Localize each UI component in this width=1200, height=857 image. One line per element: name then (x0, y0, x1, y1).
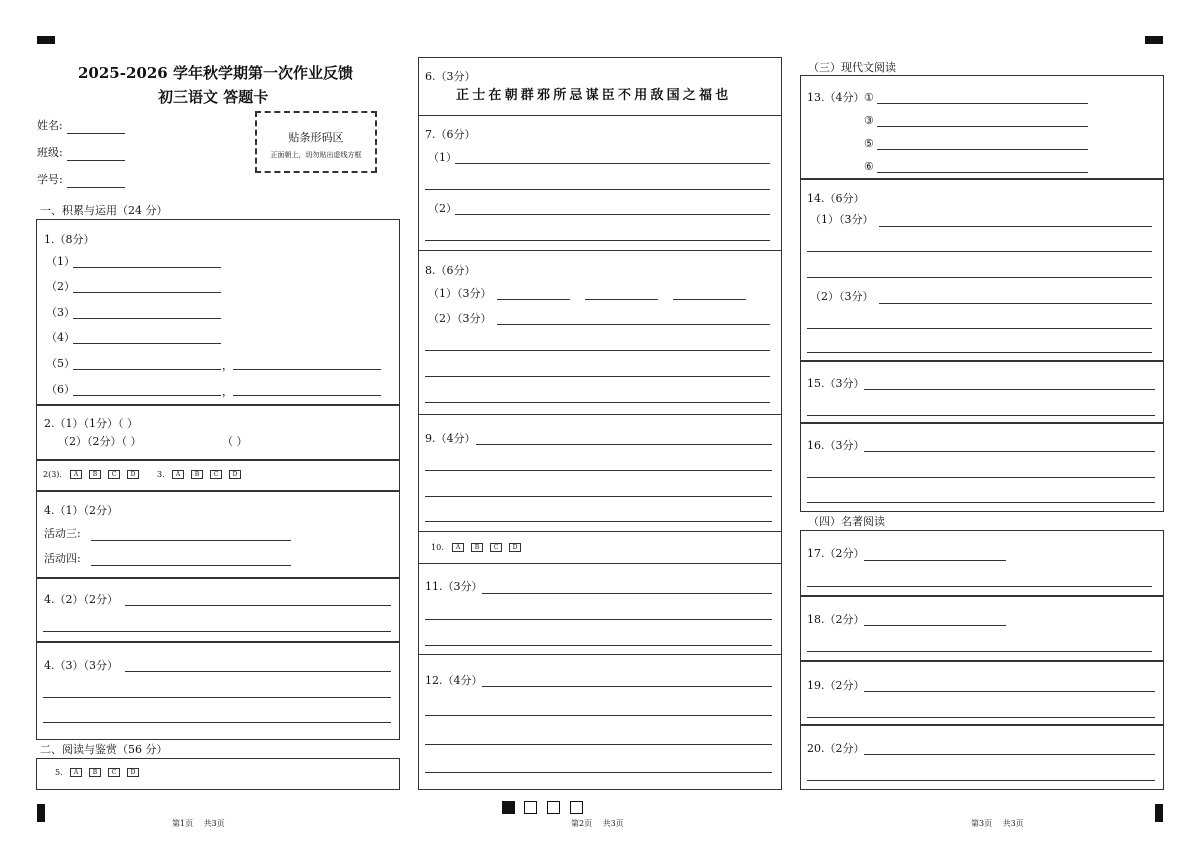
q1-item-4-answer[interactable] (73, 343, 221, 344)
q4-2-answer-line-1[interactable] (125, 605, 391, 606)
q10-divider (418, 563, 782, 564)
q4-activity-3-label: 活动三: (44, 527, 81, 540)
q1-item-6-answer-b[interactable] (233, 395, 381, 396)
q3-choice-a[interactable]: A (172, 470, 184, 479)
sheet-title: 2025-2026 学年秋学期第一次作业反馈 (78, 64, 353, 82)
q4-3-answer-line-2[interactable] (43, 697, 391, 698)
q13-heading: 13.（4分） (807, 91, 865, 104)
barcode-title: 贴条形码区 (288, 131, 344, 144)
q1-box (36, 219, 400, 405)
q4-activity-4-label: 活动四: (44, 552, 81, 565)
q4-activity-3-answer[interactable] (91, 540, 291, 541)
q9-line-1[interactable] (476, 444, 772, 445)
q12-heading: 12.（4分） (425, 674, 483, 687)
q1-item-1-answer[interactable] (73, 267, 221, 268)
q5-choice-b[interactable]: B (89, 768, 101, 777)
q10-label: 10. (431, 543, 444, 552)
q6-divider (418, 115, 782, 116)
q2-part1: 2.（1）（1分）（ ） (44, 417, 138, 430)
q13-item-5-answer[interactable] (877, 149, 1088, 150)
section-2-heading: 二、阅读与鉴赏（56 分） (40, 743, 168, 756)
q20-line-1[interactable] (864, 754, 1155, 755)
q8-1-label: （1）（3分） (428, 287, 492, 300)
q13-item-1-label: ① (864, 91, 874, 104)
q9-heading: 9.（4分） (425, 432, 476, 445)
q7-item-1-line-2[interactable] (425, 189, 770, 190)
q11-divider (418, 654, 782, 655)
q13-item-1-answer[interactable] (877, 103, 1088, 104)
q6-text: 正士在朝群邪所忌谋臣不用敌国之福也 (456, 88, 732, 103)
q12-line-3[interactable] (425, 744, 772, 745)
q5-choice-d[interactable]: D (127, 768, 139, 777)
section-1-heading: 一、积累与运用（24 分） (40, 204, 168, 217)
q2-part2: （2）（2分）（ ） (58, 435, 142, 448)
q1-item-2-answer[interactable] (73, 292, 221, 293)
student-id-label: 学号: (37, 173, 63, 186)
q1-item-4-label: （4） (46, 331, 75, 344)
registration-mark-top-left (37, 36, 55, 44)
class-label: 班级: (37, 146, 63, 159)
q14-2-line-3[interactable] (807, 352, 1152, 353)
q9-divider (418, 531, 782, 532)
q18-line-2[interactable] (807, 651, 1152, 652)
q1-item-5-answer-b[interactable] (233, 369, 381, 370)
q17-line-2[interactable] (807, 586, 1152, 587)
q5-choice-c[interactable]: C (108, 768, 120, 777)
q10-choice-d[interactable]: D (509, 543, 521, 552)
q4-1-heading: 4.（1）（2分） (44, 504, 118, 517)
q8-2-label: （2）（3分） (428, 312, 492, 325)
q4-2-heading: 4.（2）（2分） (44, 593, 118, 606)
q5-label: 5. (55, 768, 63, 777)
q13-item-3-answer[interactable] (877, 126, 1088, 127)
q13-item-6-label: ⑥ (864, 160, 874, 173)
q8-1-blank-1[interactable] (497, 299, 570, 300)
q19-line-1[interactable] (864, 691, 1155, 692)
q8-heading: 8.（6分） (425, 264, 476, 277)
q1-item-5-comma: ， (222, 359, 233, 372)
q1-heading: 1.（8分） (44, 233, 95, 246)
q7-item-2-label: （2） (428, 202, 457, 215)
barcode-area (255, 111, 377, 173)
q14-1-label: （1）（3分） (810, 213, 874, 226)
q14-1-line-2[interactable] (807, 251, 1152, 252)
q11-heading: 11.（3分） (425, 580, 483, 593)
q13-item-6-answer[interactable] (877, 172, 1088, 173)
q7-heading: 7.（6分） (425, 128, 476, 141)
q15-line-2[interactable] (807, 415, 1155, 416)
q18-heading: 18.（2分） (807, 613, 865, 626)
q8-2-line-1[interactable] (497, 324, 770, 325)
q2-part2-extra: （ ） (222, 435, 248, 448)
q16-box (800, 423, 1164, 512)
q1-item-3-answer[interactable] (73, 318, 221, 319)
q3-choice-b[interactable]: B (191, 470, 203, 479)
q9-line-3[interactable] (425, 496, 772, 497)
q4-2-box (36, 578, 400, 642)
q12-line-4[interactable] (425, 772, 772, 773)
q20-line-2[interactable] (807, 780, 1155, 781)
q14-box (800, 179, 1164, 361)
q8-1-blank-3[interactable] (673, 299, 746, 300)
q7-item-1-label: （1） (428, 151, 457, 164)
page-indicator-3 (547, 801, 560, 814)
q8-2-line-4[interactable] (425, 402, 770, 403)
q6-heading: 6.（3分） (425, 70, 476, 83)
q14-heading: 14.（6分） (807, 192, 865, 205)
q1-item-2-label: （2） (46, 280, 75, 293)
q4-3-answer-line-1[interactable] (125, 671, 391, 672)
q8-2-line-3[interactable] (425, 376, 770, 377)
q7-item-2-line-2[interactable] (425, 240, 770, 241)
q19-box (800, 661, 1164, 725)
q19-line-2[interactable] (807, 717, 1155, 718)
q14-1-line-1[interactable] (879, 226, 1152, 227)
sheet-subtitle: 初三语文 答题卡 (158, 88, 269, 106)
q1-item-6-comma: ， (222, 385, 233, 398)
q9-line-2[interactable] (425, 470, 772, 471)
q4-activity-4-answer[interactable] (91, 565, 291, 566)
q15-line-1[interactable] (864, 389, 1155, 390)
q11-line-2[interactable] (425, 619, 772, 620)
q3-choice-d[interactable]: D (229, 470, 241, 479)
q7-item-1-line-1[interactable] (455, 163, 770, 164)
q13-item-3-label: ③ (864, 114, 874, 127)
q20-heading: 20.（2分） (807, 742, 865, 755)
q5-choice-a[interactable]: A (70, 768, 82, 777)
q18-line-1[interactable] (864, 625, 1006, 626)
q16-line-1[interactable] (864, 451, 1155, 452)
q1-item-6-label: （6） (46, 383, 75, 396)
page-1-footer: 第1页 共3页 (172, 819, 225, 828)
q10-choice-b[interactable]: B (471, 543, 483, 552)
q19-heading: 19.（2分） (807, 679, 865, 692)
name-label: 姓名: (37, 119, 63, 132)
q1-item-1-label: （1） (46, 255, 75, 268)
q11-line-1[interactable] (482, 593, 772, 594)
q17-line-1[interactable] (864, 560, 1006, 561)
registration-mark-top-right (1145, 36, 1163, 44)
q2-3-choice-d[interactable]: D (127, 470, 139, 479)
q10-choice-c[interactable]: C (490, 543, 502, 552)
q15-box (800, 361, 1164, 423)
q8-2-line-2[interactable] (425, 350, 770, 351)
page-2-footer: 第2页 共3页 (571, 819, 624, 828)
q3-choice-c[interactable]: C (210, 470, 222, 479)
q16-line-2[interactable] (807, 477, 1155, 478)
barcode-note: 正面朝上，切勿贴出虚线方框 (270, 151, 362, 159)
q7-divider (418, 250, 782, 251)
name-field[interactable] (67, 133, 125, 134)
q1-item-6-answer-a[interactable] (73, 395, 221, 396)
q14-2-line-1[interactable] (879, 303, 1152, 304)
q12-line-2[interactable] (425, 715, 772, 716)
q2-3-label: 2(3). (43, 470, 62, 479)
student-id-field[interactable] (67, 187, 125, 188)
q1-item-5-answer-a[interactable] (73, 369, 221, 370)
q4-3-heading: 4.（3）（3分） (44, 659, 118, 672)
q14-2-label: （2）（3分） (810, 290, 874, 303)
q2-box (36, 405, 400, 460)
section-4-heading: （四）名著阅读 (808, 515, 885, 528)
q4-2-answer-line-2[interactable] (43, 631, 391, 632)
q15-heading: 15.（3分） (807, 377, 865, 390)
q9-line-4[interactable] (425, 521, 772, 522)
q3-label: 3. (157, 470, 165, 479)
q10-choice-a[interactable]: A (452, 543, 464, 552)
page-indicator-4 (570, 801, 583, 814)
q8-1-blank-2[interactable] (585, 299, 658, 300)
section-3-heading: （三）现代文阅读 (808, 61, 896, 74)
q2-3-choice-a[interactable]: A (70, 470, 82, 479)
q7-item-2-line-1[interactable] (455, 214, 770, 215)
q1-item-5-label: （5） (46, 357, 75, 370)
q8-divider (418, 414, 782, 415)
q2-3-choice-c[interactable]: C (108, 470, 120, 479)
registration-mark-bottom-right (1155, 804, 1163, 822)
q12-line-1[interactable] (482, 686, 772, 687)
class-field[interactable] (67, 160, 125, 161)
q13-item-5-label: ⑤ (864, 137, 874, 150)
q1-item-3-label: （3） (46, 306, 75, 319)
q4-3-answer-line-3[interactable] (43, 722, 391, 723)
q14-2-line-2[interactable] (807, 328, 1152, 329)
q14-1-line-3[interactable] (807, 277, 1152, 278)
q11-line-3[interactable] (425, 645, 772, 646)
q2-3-choice-b[interactable]: B (89, 470, 101, 479)
registration-mark-bottom-left (37, 804, 45, 822)
q17-heading: 17.（2分） (807, 547, 865, 560)
q16-line-3[interactable] (807, 502, 1155, 503)
page-3-footer: 第3页 共3页 (971, 819, 1024, 828)
page-indicator-1 (502, 801, 515, 814)
page-indicator-2 (524, 801, 537, 814)
q4-3-box (36, 642, 400, 740)
q16-heading: 16.（3分） (807, 439, 865, 452)
